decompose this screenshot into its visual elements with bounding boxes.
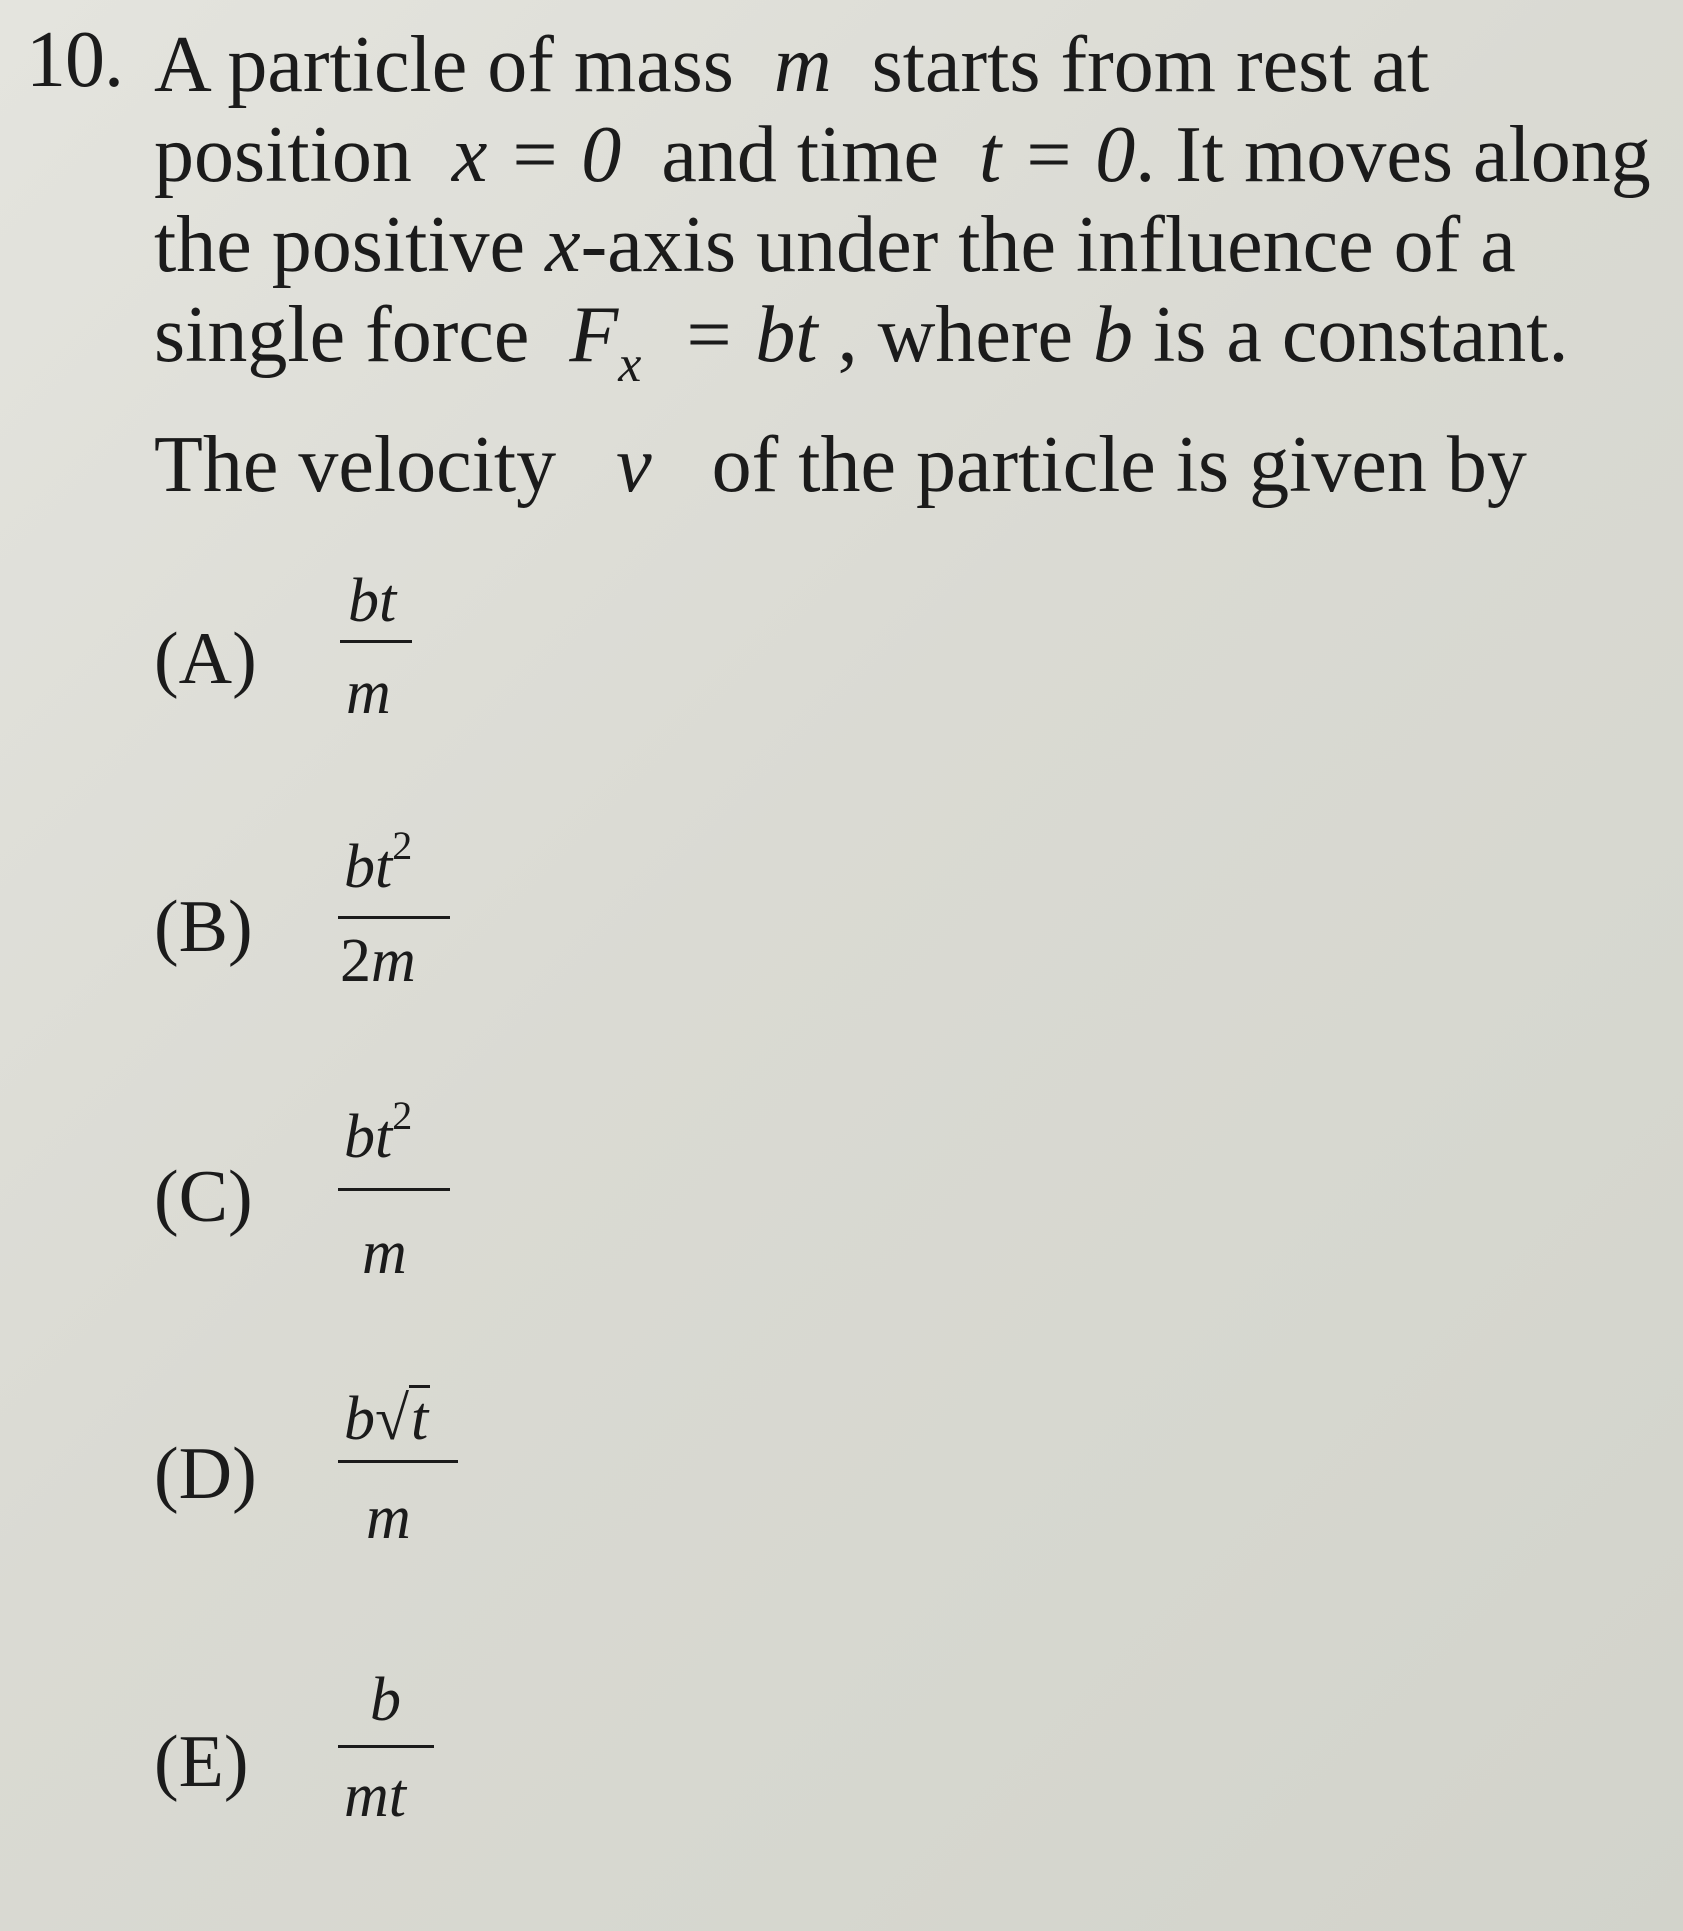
option-c-label: (C) (154, 1156, 253, 1238)
fraction-bar (338, 1460, 458, 1463)
question-number: 10. (26, 16, 123, 104)
stem-line-5: The velocity v of the particle is given by (154, 421, 1527, 509)
option-a-label: (A) (154, 618, 257, 700)
option-e[interactable] (154, 1665, 754, 1835)
var-b: b (1093, 291, 1134, 379)
question-stem (154, 20, 1654, 510)
fraction-bar (338, 1188, 450, 1191)
option-b-denominator: 2m (340, 927, 416, 995)
option-e-fraction (330, 1665, 630, 1835)
option-a-fraction (330, 567, 630, 740)
stem-line-4: single force $F_x$ = bt , where b is a constant. (154, 291, 1569, 393)
option-b[interactable] (154, 823, 754, 1000)
option-b-fraction (330, 823, 630, 1000)
option-d-numerator: b√t (344, 1385, 429, 1453)
option-a-numerator: bt (348, 567, 397, 635)
option-e-numerator: b (370, 1666, 401, 1734)
option-a[interactable] (154, 567, 754, 740)
eq-t-zero: t = 0 (979, 111, 1136, 199)
var-m: m (773, 21, 832, 109)
option-e-label: (E) (154, 1721, 249, 1803)
option-d-label: (D) (154, 1433, 257, 1515)
sqrt-symbol: √t (375, 1385, 429, 1453)
option-d[interactable] (154, 1385, 754, 1555)
option-c-denominator: m (362, 1219, 407, 1287)
option-b-label: (B) (154, 886, 253, 968)
subscript-x: x (618, 336, 642, 393)
var-x: x (545, 201, 581, 289)
var-v: v (616, 421, 652, 509)
stem-line-2: position x = 0 and time t = 0. It moves along (154, 111, 1651, 199)
option-b-numerator: $bt^2$ (344, 823, 413, 901)
option-c-exponent: 2 (392, 1093, 413, 1138)
eq-bt: = bt (681, 291, 818, 379)
option-d-fraction (330, 1385, 630, 1555)
fraction-bar (338, 916, 450, 919)
option-d-denominator: m (366, 1484, 411, 1552)
option-c-numerator: $bt^2$ (344, 1093, 413, 1171)
option-c-fraction (330, 1093, 630, 1287)
fraction-bar (340, 640, 412, 643)
option-c[interactable] (154, 1093, 754, 1287)
var-F: F (569, 291, 619, 379)
eq-x-zero: x = 0 (451, 111, 622, 199)
fraction-bar (338, 1745, 434, 1748)
option-b-exponent: 2 (392, 823, 413, 868)
option-e-denominator: mt (344, 1762, 406, 1830)
option-a-denominator: m (346, 659, 391, 727)
stem-line-1: A particle of mass m starts from rest at (154, 21, 1430, 109)
stem-line-3: the positive x-axis under the influence of a (154, 201, 1516, 289)
